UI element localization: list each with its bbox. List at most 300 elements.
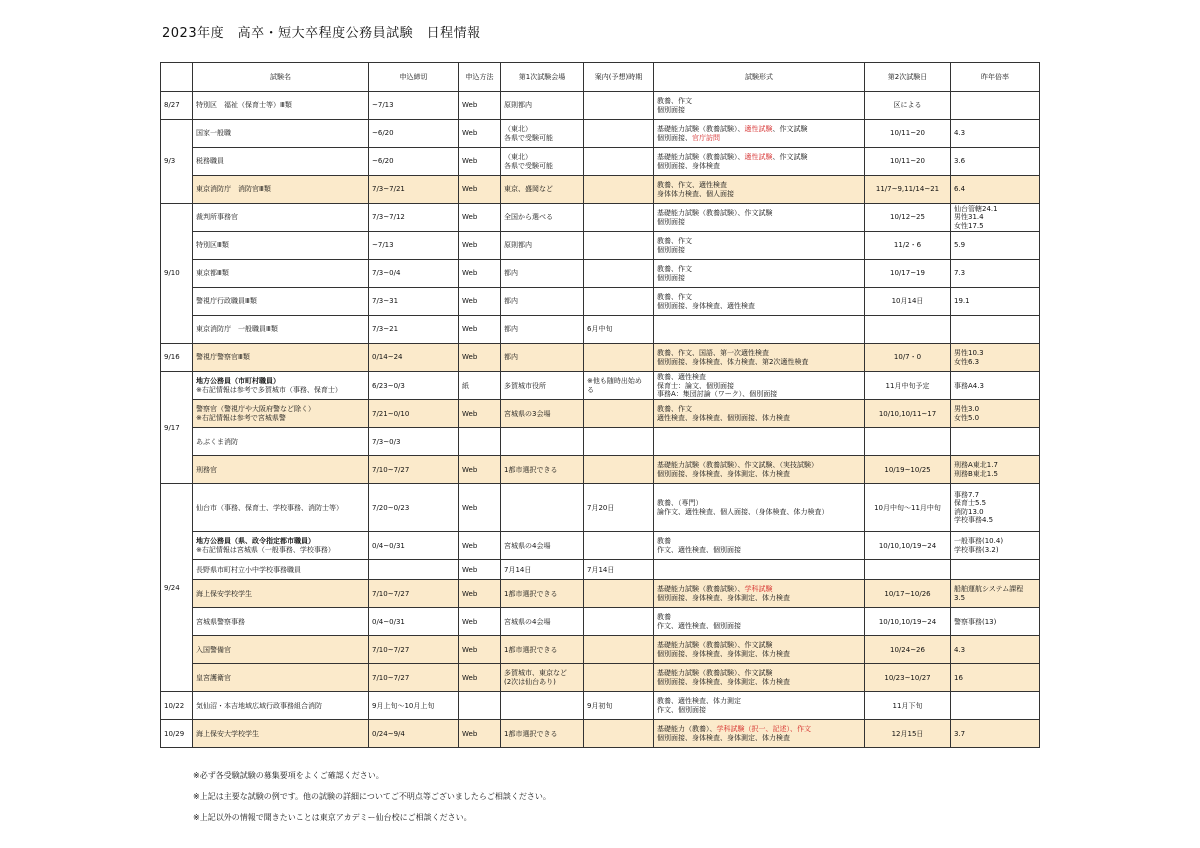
method-cell: Web xyxy=(459,204,501,232)
date-cell: 8/27 xyxy=(161,92,193,120)
cell-line: 海上保安大学校学生 xyxy=(196,729,259,738)
ratio-cell xyxy=(951,316,1040,344)
ratio-cell xyxy=(951,344,1040,372)
cell-line: 東京消防庁 一般職員Ⅲ類 xyxy=(196,325,278,334)
cell-line: 7/3~21 xyxy=(372,325,399,334)
venue-cell xyxy=(501,260,584,288)
cell-line: 個別面接 xyxy=(657,217,685,226)
method-cell: Web xyxy=(459,664,501,692)
cell-line: 基礎能力試験（教養試験）、学科試験 xyxy=(657,585,773,594)
exam-name-cell xyxy=(193,664,369,692)
cell-line: 宮城県の4会場 xyxy=(504,617,551,626)
cell-line: 東京都Ⅲ類 xyxy=(196,269,229,278)
cell-line: 教養、作文、国語、第一次適性検査 xyxy=(657,349,769,358)
guide-cell xyxy=(584,316,654,344)
exam-name-cell xyxy=(193,608,369,636)
cell-line: ~7/13 xyxy=(372,241,394,250)
header-second: 第2次試験日 xyxy=(865,63,951,92)
cell-line: 6/23~0/3 xyxy=(372,381,405,390)
cell-line: 0/24~9/4 xyxy=(372,729,405,738)
cell-line: 事務A：集団討論（ワーク）、個別面接 xyxy=(657,389,778,398)
cell-line: 区による xyxy=(893,101,922,110)
ratio-cell xyxy=(951,148,1040,176)
venue-cell xyxy=(501,316,584,344)
table-row xyxy=(161,532,1040,560)
cell-line: 学校事務4.5 xyxy=(954,516,994,525)
cell-line: 教養、適性検査、体力測定 xyxy=(657,697,741,706)
guide-cell xyxy=(584,428,654,456)
format-cell xyxy=(654,720,865,748)
method-cell: Web xyxy=(459,720,501,748)
second-exam-cell xyxy=(865,580,951,608)
cell-line: 7/21~0/10 xyxy=(372,409,410,418)
method-cell: Web xyxy=(459,316,501,344)
exam-name-cell xyxy=(193,288,369,316)
cell-line: 7.3 xyxy=(954,269,966,278)
exam-name-cell xyxy=(193,692,369,720)
cell-line: 都内 xyxy=(504,353,518,362)
venue-cell xyxy=(501,400,584,428)
format-cell xyxy=(654,532,865,560)
cell-line: 6月中旬 xyxy=(587,325,613,334)
deadline-cell xyxy=(369,400,459,428)
format-cell xyxy=(654,372,865,400)
ratio-cell xyxy=(951,580,1040,608)
cell-line: 個別面接、身体検査 xyxy=(657,161,720,170)
format-cell xyxy=(654,608,865,636)
table-row xyxy=(161,428,1040,456)
venue-cell xyxy=(501,664,584,692)
cell-line: 皇宮護衛官 xyxy=(196,673,231,682)
cell-line: 7月14日 xyxy=(504,565,532,574)
cell-line: 全国から選べる xyxy=(504,213,553,222)
ratio-cell xyxy=(951,120,1040,148)
cell-line: 警視庁行政職員Ⅲ類 xyxy=(196,297,257,306)
cell-line: 個別面接 xyxy=(657,273,685,282)
second-exam-cell xyxy=(865,372,951,400)
cell-line: 刑務B東北1.5 xyxy=(954,469,998,478)
ratio-cell xyxy=(951,92,1040,120)
exam-name-cell xyxy=(193,400,369,428)
cell-line: 東京消防庁 消防官Ⅲ類 xyxy=(196,185,271,194)
cell-line: 個別面接、官庁訪問 xyxy=(657,133,720,142)
exam-name-cell xyxy=(193,260,369,288)
cell-line: 裁判所事務官 xyxy=(196,213,238,222)
cell-line: 海上保安学校学生 xyxy=(196,589,252,598)
ratio-cell xyxy=(951,608,1040,636)
format-cell xyxy=(654,232,865,260)
cell-line: 6.4 xyxy=(954,185,966,194)
cell-line: ※他も随時出始め xyxy=(587,377,642,386)
cell-line: 7月14日 xyxy=(587,565,615,574)
cell-line: 教養、（専門） xyxy=(657,499,703,508)
cell-line: 基礎能力（教養）、学科試験（択一、記述）、作文 xyxy=(657,725,811,734)
exam-name-cell xyxy=(193,316,369,344)
cell-line: 仙台管轄24.1 xyxy=(954,205,998,213)
guide-cell xyxy=(584,120,654,148)
guide-cell xyxy=(584,400,654,428)
deadline-cell xyxy=(369,664,459,692)
cell-line: 男性10.3 xyxy=(954,349,984,358)
format-cell xyxy=(654,456,865,484)
format-cell xyxy=(654,260,865,288)
method-cell xyxy=(459,692,501,720)
second-exam-cell xyxy=(865,148,951,176)
header-format: 試験形式 xyxy=(654,63,865,92)
cell-line: 個別面接、身体検査、身体測定、体力検査 xyxy=(657,593,790,602)
method-cell: Web xyxy=(459,580,501,608)
method-cell: Web xyxy=(459,456,501,484)
guide-cell xyxy=(584,580,654,608)
deadline-cell xyxy=(369,260,459,288)
guide-cell xyxy=(584,608,654,636)
format-cell xyxy=(654,580,865,608)
cell-line: 各県で受験可能 xyxy=(504,133,553,142)
venue-cell xyxy=(501,720,584,748)
date-cell: 9/10 xyxy=(161,204,193,344)
cell-line: 7/20~0/23 xyxy=(372,503,410,512)
method-cell: Web xyxy=(459,608,501,636)
cell-line: 10/11~20 xyxy=(890,129,925,138)
cell-line: 個別面接、身体検査、適性検査 xyxy=(657,301,755,310)
highlight-text: 適性試験 xyxy=(744,125,773,134)
method-cell: Web xyxy=(459,344,501,372)
second-exam-cell xyxy=(865,456,951,484)
method-cell: Web xyxy=(459,288,501,316)
guide-cell xyxy=(584,204,654,232)
cell-line: 事務7.7 xyxy=(954,491,980,500)
table-row xyxy=(161,148,1040,176)
guide-cell xyxy=(584,664,654,692)
highlight-text: 学科試験（択一、記述）、作文 xyxy=(716,725,811,734)
cell-line: ※右記情報は参考で宮城県警 xyxy=(196,413,286,422)
cell-line: 3.7 xyxy=(954,729,966,738)
deadline-cell xyxy=(369,288,459,316)
cell-line: 個別面接、身体検査、身体測定、体力検査 xyxy=(657,469,790,478)
cell-line: 基礎能力試験（教養試験）、作文試験 xyxy=(657,209,773,218)
exam-name-cell xyxy=(193,92,369,120)
table-row xyxy=(161,608,1040,636)
cell-line: 0/4~0/31 xyxy=(372,541,405,550)
cell-line: 7/3~0/4 xyxy=(372,269,401,278)
table-row xyxy=(161,120,1040,148)
date-cell: 9/16 xyxy=(161,344,193,372)
cell-line: 19.1 xyxy=(954,297,970,306)
exam-name-cell xyxy=(193,720,369,748)
deadline-cell xyxy=(369,580,459,608)
guide-cell xyxy=(584,148,654,176)
second-exam-cell xyxy=(865,344,951,372)
second-exam-cell xyxy=(865,692,951,720)
table-row xyxy=(161,176,1040,204)
format-cell xyxy=(654,560,865,580)
header-deadline: 申込締切 xyxy=(369,63,459,92)
venue-cell xyxy=(501,484,584,532)
cell-line: 宮城県警察事務 xyxy=(196,617,245,626)
cell-line: 教養、適性検査 xyxy=(657,373,706,382)
format-cell xyxy=(654,120,865,148)
deadline-cell xyxy=(369,532,459,560)
venue-cell xyxy=(501,204,584,232)
format-cell xyxy=(654,664,865,692)
cell-line: 10/19~10/25 xyxy=(884,465,931,474)
cell-line: 教養、作文、適性検査 xyxy=(657,181,727,190)
cell-line: ~6/20 xyxy=(372,157,394,166)
table-row xyxy=(161,260,1040,288)
second-exam-cell xyxy=(865,176,951,204)
date-cell: 9/17 xyxy=(161,372,193,484)
cell-line: 11月下旬 xyxy=(892,701,923,710)
cell-line: 特別区Ⅲ類 xyxy=(196,241,229,250)
cell-line: 10/11~20 xyxy=(890,157,925,166)
cell-line: 警察官（警視庁や大阪府警など除く） xyxy=(196,405,315,414)
ratio-cell xyxy=(951,260,1040,288)
cell-line: 作文、適性検査、個別面接 xyxy=(657,545,741,554)
venue-cell xyxy=(501,176,584,204)
exam-name-cell xyxy=(193,232,369,260)
deadline-cell xyxy=(369,428,459,456)
notes xyxy=(193,770,551,833)
cell-line: 1都市選択できる xyxy=(504,589,558,598)
method-cell: 紙 xyxy=(459,372,501,400)
cell-line: 消防13.0 xyxy=(954,507,984,516)
exam-name-cell xyxy=(193,176,369,204)
cell-line: 教養、作文 xyxy=(657,293,692,302)
cell-line: 基礎能力試験（教養試験）、作文試験 xyxy=(657,641,773,650)
cell-line: 7/10~7/27 xyxy=(372,589,410,598)
table-row xyxy=(161,204,1040,232)
cell-line: 7/10~7/27 xyxy=(372,465,410,474)
cell-line: 東京、盛岡など xyxy=(504,185,553,194)
cell-line: 刑務A東北1.7 xyxy=(954,461,998,470)
exam-name-cell xyxy=(193,344,369,372)
cell-line: 10/17~10/26 xyxy=(884,589,931,598)
format-cell xyxy=(654,288,865,316)
method-cell: Web xyxy=(459,560,501,580)
second-exam-cell xyxy=(865,400,951,428)
cell-line: 警視庁警察官Ⅲ類 xyxy=(196,353,250,362)
cell-line: 7/3~7/12 xyxy=(372,213,405,222)
cell-line: 学校事務(3.2) xyxy=(954,545,999,554)
method-cell xyxy=(459,428,501,456)
ratio-cell xyxy=(951,232,1040,260)
cell-line: 1都市選択できる xyxy=(504,729,558,738)
cell-line: 個別面接、身体検査、身体測定、体力検査 xyxy=(657,649,790,658)
venue-cell xyxy=(501,344,584,372)
venue-cell xyxy=(501,636,584,664)
method-cell: Web xyxy=(459,92,501,120)
cell-line: 仙台市（事務、保育士、学校事務、消防士等） xyxy=(196,503,343,512)
ratio-cell xyxy=(951,532,1040,560)
date-cell: 9/24 xyxy=(161,484,193,692)
deadline-cell xyxy=(369,720,459,748)
schedule-table xyxy=(160,62,1040,748)
cell-line: 9月上旬～10月上旬 xyxy=(372,701,435,710)
cell-line: 10/10,10/19~24 xyxy=(878,617,937,626)
cell-line: 女性17.5 xyxy=(954,221,984,230)
cell-line: 10/24~26 xyxy=(890,645,925,654)
cell-line: 個別面接、身体検査、身体測定、体力検査 xyxy=(657,677,790,686)
cell-line: 保育士：論文、個別面接 xyxy=(657,381,734,390)
cell-line: 7/3~7/21 xyxy=(372,185,405,194)
guide-cell xyxy=(584,692,654,720)
deadline-cell xyxy=(369,344,459,372)
cell-line: 基礎能力試験（教養試験）、作文試験 xyxy=(657,669,773,678)
cell-line: 教養 xyxy=(657,537,671,546)
cell-line: 一般事務(10.4) xyxy=(954,537,1004,546)
cell-line: あぶくま消防 xyxy=(196,437,238,446)
table-row xyxy=(161,636,1040,664)
table-row xyxy=(161,456,1040,484)
venue-cell xyxy=(501,608,584,636)
cell-line: 教養、作文 xyxy=(657,265,692,274)
header-method: 申込方法 xyxy=(459,63,501,92)
second-exam-cell xyxy=(865,204,951,232)
exam-name-cell xyxy=(193,456,369,484)
deadline-cell xyxy=(369,232,459,260)
cell-line: 長野県市町村立小中学校事務職員 xyxy=(196,565,301,574)
cell-line: 11/7~9,11/14~21 xyxy=(875,185,940,194)
cell-line: 教養 xyxy=(657,613,671,622)
cell-line: (2次は仙台あり) xyxy=(504,677,556,686)
ratio-cell xyxy=(951,176,1040,204)
guide-cell xyxy=(584,372,654,400)
venue-cell xyxy=(501,232,584,260)
cell-line: ※右記情報は参考で多賀城市（事務、保育士） xyxy=(196,385,342,394)
method-cell: Web xyxy=(459,400,501,428)
table-row xyxy=(161,232,1040,260)
cell-line: 個別面接、身体検査、体力検査、第2次適性検査 xyxy=(657,357,809,366)
cell-line: 原則都内 xyxy=(504,101,532,110)
table-row xyxy=(161,316,1040,344)
cell-line: 女性5.0 xyxy=(954,413,980,422)
cell-line: 気仙沼・本吉地域広域行政事務組合消防 xyxy=(196,701,322,710)
method-cell: Web xyxy=(459,260,501,288)
cell-line: 男性3.0 xyxy=(954,405,980,414)
ratio-cell xyxy=(951,400,1040,428)
cell-line: 個別面接 xyxy=(657,105,685,114)
date-cell: 10/22 xyxy=(161,692,193,720)
exam-name-cell xyxy=(193,148,369,176)
second-exam-cell xyxy=(865,532,951,560)
cell-line: 基礎能力試験（教養試験）、作文試験、（実技試験） xyxy=(657,461,818,470)
exam-name-cell xyxy=(193,532,369,560)
method-cell: Web xyxy=(459,176,501,204)
format-cell xyxy=(654,176,865,204)
guide-cell xyxy=(584,288,654,316)
second-exam-cell xyxy=(865,288,951,316)
format-cell xyxy=(654,204,865,232)
deadline-cell xyxy=(369,316,459,344)
second-exam-cell xyxy=(865,664,951,692)
cell-line: 身体体力検査、個人面接 xyxy=(657,189,734,198)
cell-line: 16 xyxy=(954,673,963,682)
cell-line: 9月初旬 xyxy=(587,701,613,710)
venue-cell xyxy=(501,372,584,400)
table-row xyxy=(161,484,1040,532)
format-cell xyxy=(654,400,865,428)
second-exam-cell xyxy=(865,428,951,456)
cell-line: 特別区 福祉（保育士等）Ⅲ類 xyxy=(196,101,292,110)
table-row xyxy=(161,372,1040,400)
cell-line: 12月15日 xyxy=(891,729,924,738)
cell-line: 税務職員 xyxy=(196,157,224,166)
cell-line: 10/10,10/19~24 xyxy=(878,541,937,550)
deadline-cell xyxy=(369,92,459,120)
cell-line: 4.3 xyxy=(954,129,966,138)
cell-line: 7/10~7/27 xyxy=(372,673,410,682)
venue-cell xyxy=(501,580,584,608)
table-row xyxy=(161,720,1040,748)
guide-cell xyxy=(584,260,654,288)
cell-line: 事務A4.3 xyxy=(954,381,984,390)
second-exam-cell xyxy=(865,608,951,636)
header-venue: 第1次試験会場 xyxy=(501,63,584,92)
venue-cell xyxy=(501,288,584,316)
guide-cell xyxy=(584,92,654,120)
table-row xyxy=(161,664,1040,692)
venue-cell xyxy=(501,148,584,176)
cell-line: る xyxy=(587,385,594,394)
cell-line: 女性6.3 xyxy=(954,357,980,366)
exam-name-cell xyxy=(193,580,369,608)
cell-line: 教養、作文 xyxy=(657,237,692,246)
cell-line: 入国警備官 xyxy=(196,645,231,654)
cell-line: 地方公務員（県、政令指定都市職員） xyxy=(196,537,315,546)
cell-line: 10月中旬～11月中旬 xyxy=(874,503,941,512)
format-cell xyxy=(654,316,865,344)
table-row xyxy=(161,692,1040,720)
cell-line: 7/3~31 xyxy=(372,297,399,306)
cell-line: 10/10,10/11~17 xyxy=(878,409,937,418)
note: ※上記は主要な試験の例です。他の試験の詳細についてご不明点等ございましたらご相談ください。 xyxy=(193,792,551,801)
method-cell: Web xyxy=(459,232,501,260)
ratio-cell xyxy=(951,692,1040,720)
cell-line: 地方公務員（市町村職員） xyxy=(196,377,280,386)
method-cell: Web xyxy=(459,636,501,664)
header-date xyxy=(161,63,193,92)
cell-line: 教養、作文 xyxy=(657,405,692,414)
exam-name-cell xyxy=(193,560,369,580)
table-row xyxy=(161,580,1040,608)
cell-line: 船舶運航システム課程 xyxy=(954,585,1024,594)
cell-line: ~7/13 xyxy=(372,101,394,110)
cell-line: 4.3 xyxy=(954,645,966,654)
exam-name-cell xyxy=(193,372,369,400)
cell-line: ~6/20 xyxy=(372,129,394,138)
cell-line: 宮城県の3会場 xyxy=(504,409,551,418)
second-exam-cell xyxy=(865,120,951,148)
cell-line: 11/2・6 xyxy=(893,241,922,250)
cell-line: 5.9 xyxy=(954,241,966,250)
venue-cell xyxy=(501,532,584,560)
format-cell xyxy=(654,428,865,456)
cell-line: 基礎能力試験（教養試験）、適性試験、作文試験 xyxy=(657,125,808,134)
ratio-cell xyxy=(951,560,1040,580)
cell-line: 保育士5.5 xyxy=(954,499,987,508)
format-cell xyxy=(654,92,865,120)
guide-cell xyxy=(584,532,654,560)
exam-name-cell xyxy=(193,120,369,148)
cell-line: 1都市選択できる xyxy=(504,645,558,654)
ratio-cell xyxy=(951,428,1040,456)
guide-cell xyxy=(584,560,654,580)
date-cell: 9/3 xyxy=(161,120,193,204)
ratio-cell xyxy=(951,484,1040,532)
cell-line: 作文、適性検査、個別面接 xyxy=(657,621,741,630)
ratio-cell xyxy=(951,664,1040,692)
format-cell xyxy=(654,636,865,664)
